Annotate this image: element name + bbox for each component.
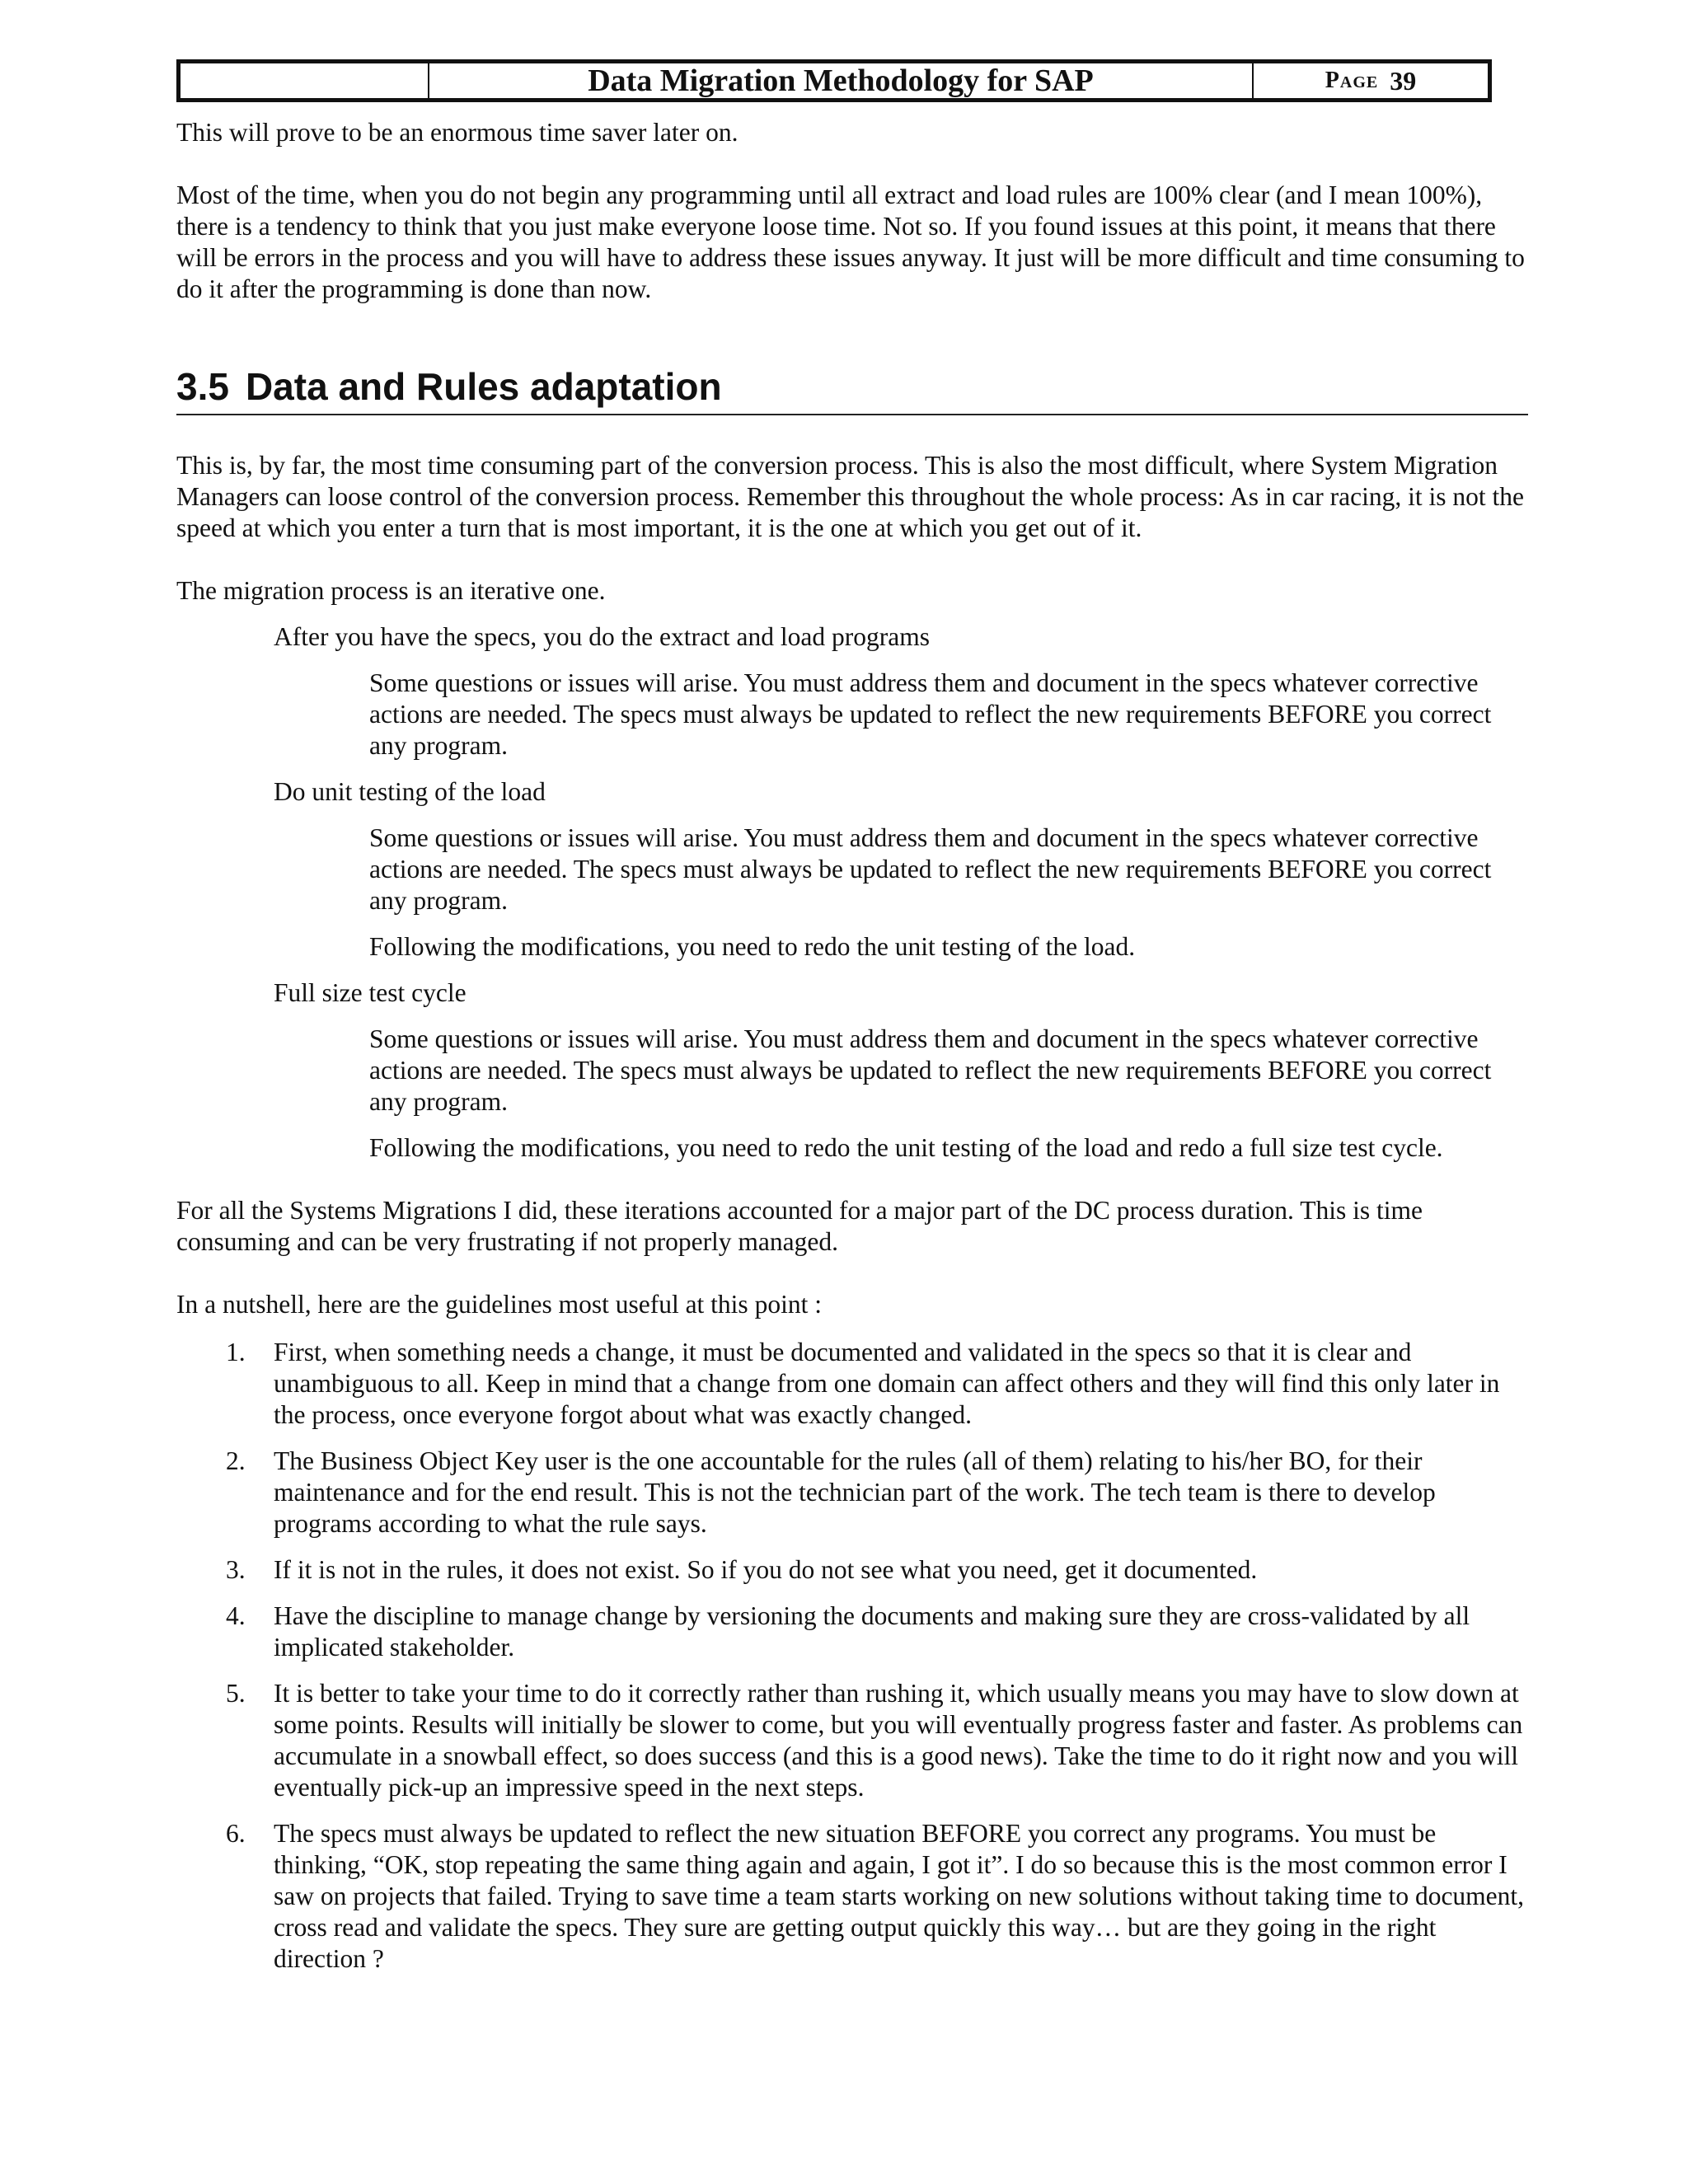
list-item-text: First, when something needs a change, it must be documented and validated in the specs so that it is clear and unambiguous to all. Keep in mind that a change from one domain can affect others and they will find this only later in the process, once everyone forgot about what was exactly changed. — [274, 1338, 1500, 1429]
closing-paragraph-2: In a nutshell, here are the guidelines most useful at this point : — [176, 1290, 822, 1319]
list-item-text: The Business Object Key user is the one accountable for the rules (all of them) relating to his/her BO, for their maintenance and for the end result. This is not the technician part of the work. The tech team is there to develop programs according to what the rule says. — [274, 1446, 1436, 1538]
list-item — [176, 1446, 1528, 1540]
list-item-number: 4. — [226, 1601, 246, 1630]
step-2-note: Some questions or issues will arise. You must address them and document in the specs whatever corrective actions are needed. The specs must always be updated to reflect the new requirements BEFORE you correct any program. — [369, 823, 1492, 915]
header-page-cell — [1254, 63, 1488, 98]
list-item-text: Have the discipline to manage change by versioning the documents and making sure they are cross-validated by all implicated stakeholder. — [274, 1601, 1470, 1661]
step-3-followup: Following the modifications, you need to redo the unit testing of the load and redo a full size test cycle. — [369, 1133, 1443, 1162]
header-title: Data Migration Methodology for SAP — [429, 63, 1254, 98]
closing-paragraph-1: For all the Systems Migrations I did, these iterations accounted for a major part of the DC process duration. This is time consuming and can be very frustrating if not properly managed. — [176, 1196, 1423, 1256]
section-paragraph-2: The migration process is an iterative one. — [176, 576, 606, 605]
section-heading — [176, 364, 1528, 415]
list-item — [176, 1818, 1528, 1975]
header-blank-cell — [181, 63, 429, 98]
page-header — [176, 59, 1492, 102]
page-number: 39 — [1390, 65, 1417, 96]
section-number: 3.5 — [176, 365, 229, 408]
list-item — [176, 1337, 1528, 1431]
list-item-number: 6. — [226, 1819, 246, 1848]
list-item — [176, 1554, 1528, 1586]
document-page — [176, 59, 1528, 1975]
page-label: Page — [1325, 68, 1379, 93]
list-item-number: 1. — [226, 1338, 246, 1366]
intro-paragraph-1: This will prove to be an enormous time saver later on. — [176, 118, 738, 147]
list-item-text: It is better to take your time to do it correctly rather than rushing it, which usually means you may have to slow down at some points. Results will initially be slower to come, but you will eventually progress faster and faster. As problems can accumulate in a snowball effect, so does success (and this is a good news). Take the time to do it right now and you will eventually pick-up an impressive speed in the next steps. — [274, 1679, 1523, 1802]
step-2-followup: Following the modifications, you need to redo the unit testing of the load. — [369, 932, 1136, 961]
guidelines-list — [176, 1337, 1528, 1975]
list-item-text: The specs must always be updated to reflect the new situation BEFORE you correct any programs. You must be thinking, “OK, stop repeating the same thing again and again, I got it”. I do so because this is the most common error I saw on projects that failed. Trying to save time a team starts working on new solutions without taking time to document, cross read and validate the specs. They sure are getting output quickly this way… but are they going in the right direction ? — [274, 1819, 1525, 1973]
step-3-note: Some questions or issues will arise. You must address them and document in the specs whatever corrective actions are needed. The specs must always be updated to reflect the new requirements BEFORE you correct any program. — [369, 1024, 1492, 1116]
list-item — [176, 1678, 1528, 1803]
section-title: Data and Rules adaptation — [245, 365, 722, 408]
list-item-number: 3. — [226, 1555, 246, 1584]
list-item-number: 2. — [226, 1446, 246, 1475]
list-item-number: 5. — [226, 1679, 246, 1708]
list-item — [176, 1601, 1528, 1663]
list-item-text: If it is not in the rules, it does not exist. So if you do not see what you need, get it documented. — [274, 1555, 1258, 1584]
step-2: Do unit testing of the load — [274, 777, 546, 806]
section-paragraph-1: This is, by far, the most time consuming part of the conversion process. This is also the most difficult, where System Migration Managers can loose control of the conversion process. Remember this throughout the whole process: As in car racing, it is not the speed at which you enter a turn that is most important, it is the one at which you get out of it. — [176, 451, 1524, 542]
step-1: After you have the specs, you do the extract and load programs — [274, 622, 930, 651]
step-1-note: Some questions or issues will arise. You must address them and document in the specs whatever corrective actions are needed. The specs must always be updated to reflect the new requirements BEFORE you correct any program. — [369, 668, 1492, 760]
intro-paragraph-2: Most of the time, when you do not begin any programming until all extract and load rules are 100% clear (and I mean 100%), there is a tendency to think that you just make everyone loose time. Not so. If you found issues at this point, it means that there will be errors in the process and you will have to address these issues anyway. It just will be more difficult and time consuming to do it after the programming is done than now. — [176, 180, 1525, 303]
step-3: Full size test cycle — [274, 978, 467, 1007]
